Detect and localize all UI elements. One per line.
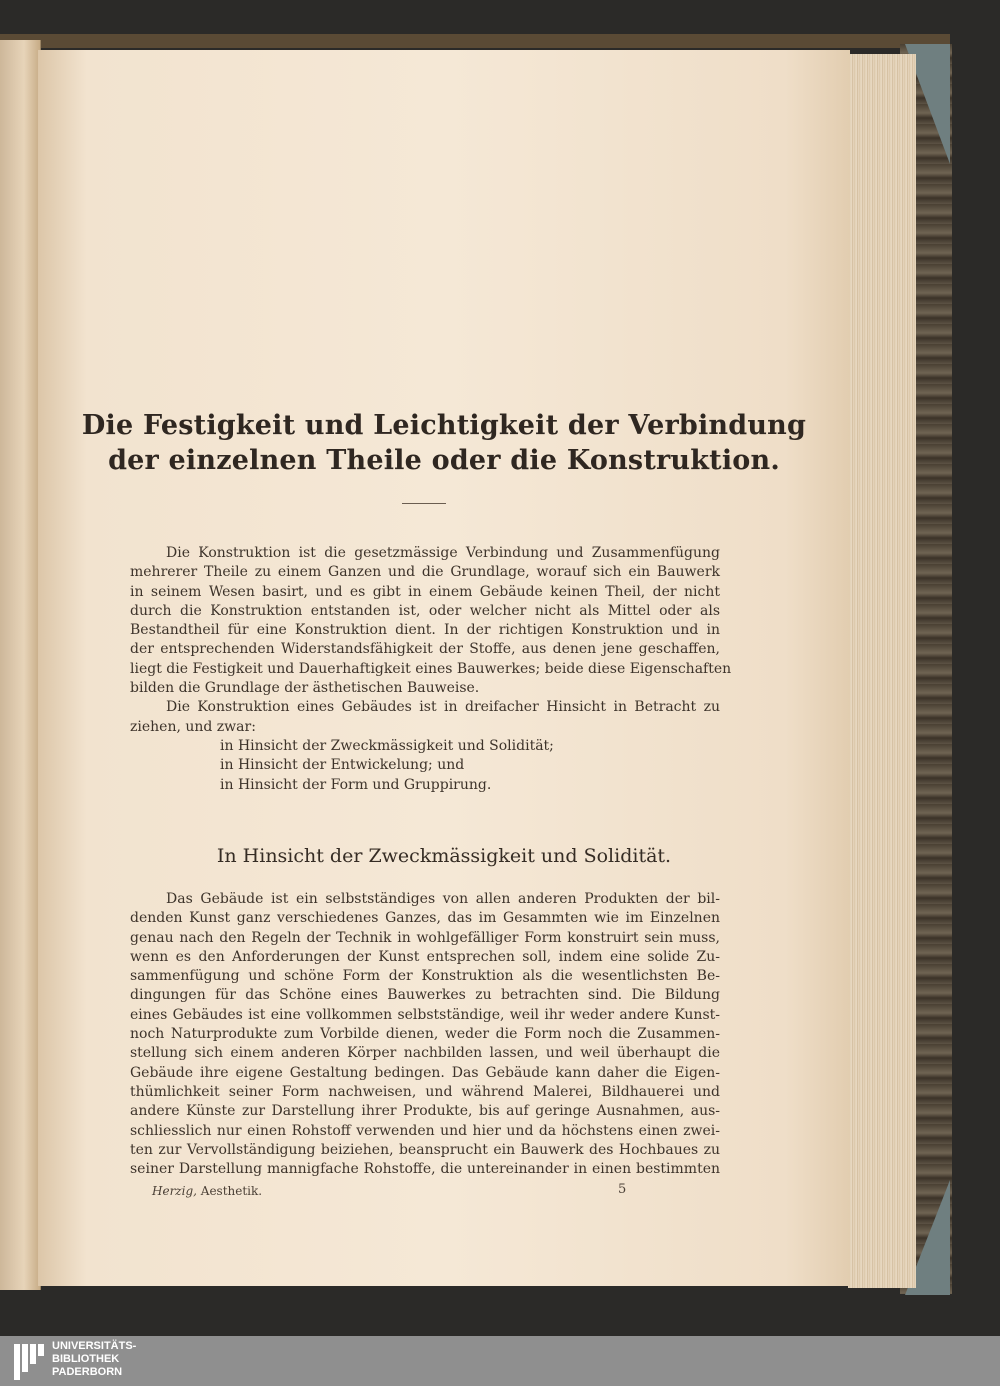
text-line: seiner Darstellung mannigfache Rohstoffe, die untereinander in einen bestimmten xyxy=(130,1161,720,1178)
text-line: in seinem Wesen basirt, und es gibt in einem Gebäude keinen Theil, der nicht xyxy=(130,583,720,600)
text-line: denden Kunst ganz verschiedenes Ganzes, das im Gesammten wie im Einzelnen xyxy=(130,910,720,927)
text-line: mehrerer Theile zu einem Ganzen und die Grundlage, worauf sich ein Bauwerk xyxy=(130,564,720,581)
page-stack-edges xyxy=(848,54,916,1288)
text-line: Die Konstruktion eines Gebäudes ist in dreifacher Hinsicht in Betracht zu xyxy=(166,699,720,716)
logo-line-1: UNIVERSITÄTS- xyxy=(52,1340,137,1352)
footer-author: Herzig, xyxy=(152,1184,197,1198)
logo-line-3: PADERBORN xyxy=(52,1366,123,1378)
text-line: ziehen, und zwar: xyxy=(130,718,256,735)
running-footer xyxy=(152,1184,262,1198)
text-line: stellung sich einem anderen Körper nachbilden lassen, und weil überhaupt die xyxy=(130,1045,720,1062)
text-line: noch Naturprodukte zum Vorbilde dienen, weder die Form noch die Zusammen- xyxy=(130,1026,720,1043)
text-line: andere Künste zur Darstellung ihrer Produkte, bis auf geringe Ausnahmen, aus- xyxy=(130,1103,720,1120)
text-line: sammenfügung und schöne Form der Konstruktion als die wesentlichsten Be- xyxy=(130,968,720,985)
text-line: schliesslich nur einen Rohstoff verwenden und hier und da höchstens einen zwei- xyxy=(130,1122,720,1139)
text-line: eines Gebäudes ist eine vollkommen selbstständige, weil ihr weder andere Kunst- xyxy=(130,1006,720,1023)
text-line: durch die Konstruktion entstanden ist, oder welcher nicht als Mittel oder als xyxy=(130,602,720,619)
book-page xyxy=(38,50,850,1286)
library-logo-icon xyxy=(14,1344,44,1380)
list-item: in Hinsicht der Form und Gruppirung. xyxy=(220,776,492,793)
chapter-title-line-2: der einzelnen Theile oder die Konstruktion. xyxy=(108,445,780,476)
paragraph-section xyxy=(130,890,720,1179)
text-line: thümlichkeit seiner Form nachweisen, und während Malerei, Bildhauerei und xyxy=(130,1083,720,1100)
text-line: genau nach den Regeln der Technik in wohlgefälliger Form konstruirt sein muss, xyxy=(130,929,720,946)
library-logo-bar xyxy=(0,1336,1000,1386)
text-line: wenn es den Anforderungen der Kunst entsprechen soll, indem eine solide Zu- xyxy=(130,948,720,965)
text-line: der entsprechenden Widerstandsfähigkeit der Stoffe, aus denen jene geschaffen, xyxy=(130,641,720,658)
title-divider xyxy=(402,503,446,504)
text-line: Das Gebäude ist ein selbstständiges von allen anderen Produkten der bil- xyxy=(166,891,720,907)
text-line: liegt die Festigkeit und Dauerhaftigkeit eines Bauwerkes; beide diese Eigenschaften xyxy=(130,660,732,677)
text-line: bilden die Grundlage der ästhetischen Bauweise. xyxy=(130,680,480,697)
left-page-edge xyxy=(0,40,41,1290)
section-heading: In Hinsicht der Zweckmässigkeit und Solidität. xyxy=(216,845,672,867)
text-line: Die Konstruktion ist die gesetzmässige Verbindung und Zusammenfügung xyxy=(166,545,720,561)
chapter-title-line-1: Die Festigkeit und Leichtigkeit der Verbindung xyxy=(81,410,807,441)
text-line: Gebäude ihre eigene Gestaltung bedingen. Das Gebäude kann daher die Eigen- xyxy=(130,1064,720,1081)
list-item: in Hinsicht der Entwickelung; und xyxy=(220,757,465,774)
signature-mark: 5 xyxy=(618,1182,627,1197)
logo-line-2: BIBLIOTHEK xyxy=(52,1353,120,1365)
text-line: ten zur Vervollständigung beiziehen, beansprucht ein Bauwerk des Hochbaues zu xyxy=(130,1141,720,1158)
text-line: dingungen für das Schöne eines Bauwerkes zu betrachten sind. Die Bildung xyxy=(130,987,720,1004)
library-logo-text xyxy=(52,1340,136,1379)
text-line: Bestandtheil für eine Konstruktion dient. In der richtigen Konstruktion und in xyxy=(130,622,720,639)
chapter-title xyxy=(38,408,850,478)
book-cover-top xyxy=(0,34,950,48)
footer-work: Aesthetik. xyxy=(196,1184,263,1198)
paragraph-intro xyxy=(130,544,732,795)
list-item: in Hinsicht der Zweckmässigkeit und Solidität; xyxy=(220,737,554,754)
